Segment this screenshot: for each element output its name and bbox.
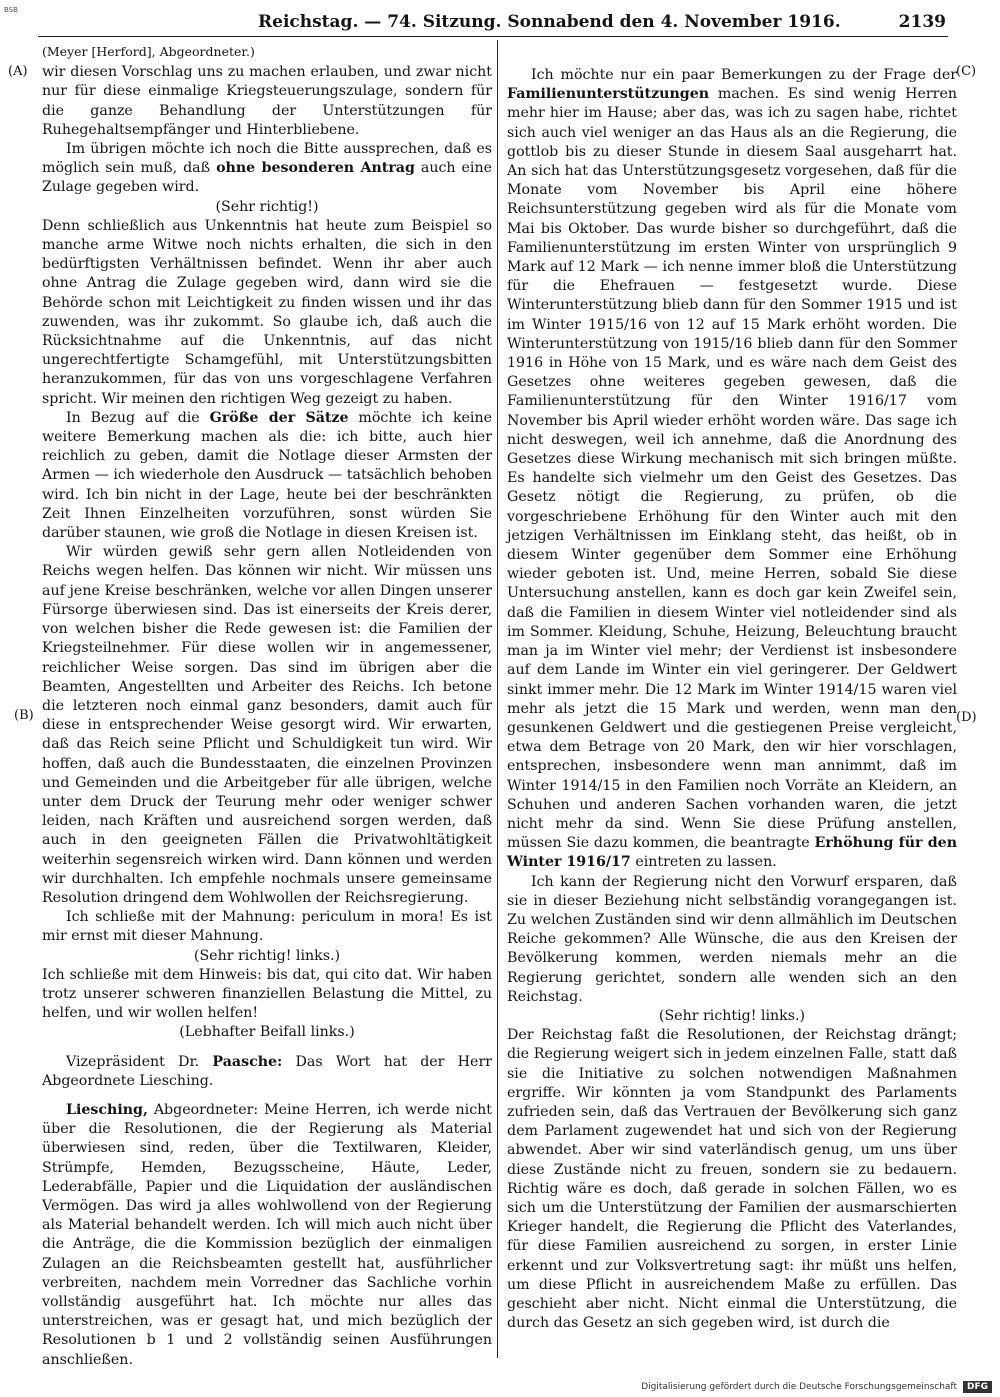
paragraph: Wir würden gewiß sehr gern allen Notleidenden von Reichs wegen helfen. Das können wir nicht. Wir müssen uns auf jene Kreise beschränken, welche vor allen Dingen unserer Fürsorge überwiesen sind. Das ist einerseits der Kreis derer, von welchen bisher die Rede gewesen ist: die Familien der Kriegsteilnehmer. Für diese wollen wir in angemessener, reichlicher Weise sorgen. Das sind im übrigen aber die Beamten, Angestellten und Arbeiter des Reichs. Ich betone die letzteren noch einmal ganz besonders, damit auch für diese in entsprechender Weise gesorgt wird. Wir erwarten, daß das Reich seine Pflicht und Schuldigkeit tun wird. Wir hoffen, daß auch die Bundesstaaten, die einzelnen Provinzen und Gemeinden und die Arbeitgeber für alle übrigen, welche unter dem Druck der Teurung mehr oder weniger schwer leiden, nach Kräften und ausreichend sorgen werden, daß auch in den geeigneten Fällen die Privatwohltätigkeit weiterhin segensreich wirken wird. Dann können und werden wir durchhalten. Ich empfehle nochmals unsere gemeinsame Resolution dringend dem Wohlwollen der Reichsregierung. xyxy=(42,544,492,906)
page-number: 2139 xyxy=(898,12,946,32)
paragraph: Ich schließe mit dem Hinweis: bis dat, qui cito dat. Wir haben trotz unserer schweren finanziellen Belastung die Mittel, zu helfen, und wir wollen helfen! xyxy=(42,966,493,1022)
paragraph: In Bezug auf die Größe der Sätze möchte ich keine weitere Bemerkung machen als die: ich bitte, auch hier reichlich zu geben, damit die Notlage dieser Armsten der Armen — ich wiederhole den Ausdruck — tatsächlich behoben wird. Ich bin nicht in der Lage, heute bei der beschränkten Zeit Ihnen Einzelheiten vorzuführen, sonst würden Sie darüber staunen, wie groß die Notlage in diesen Kreisen ist. xyxy=(42,409,493,542)
left-column xyxy=(42,42,492,1370)
column-rule xyxy=(497,40,498,1358)
paragraph: Denn schließlich aus Unkenntnis hat heute zum Beispiel so manche arme Witwe noch nichts erhalten, die sich in den bedürftigsten Verhältnissen befindet. Wenn ihr aber auch ohne Antrag die Zulage gegeben wird, dann wird sie die Behörde schon mit Leichtigkeit zu finden wissen und ihr das zuwenden, was ihr zukommt. So glaube ich, daß auch die Rücksichtnahme auf die Unkenntnis, auf das nicht ungerechtfertigte Schamgefühl, mit Unterstützungsbitten heranzukommen, für das von uns vorgeschlagene Verfahren spricht. Wir meinen den richtigen Weg gezeigt zu haben. xyxy=(42,217,492,407)
margin-mark-b: (B) xyxy=(14,708,34,723)
interjection: (Sehr richtig!) xyxy=(215,198,319,215)
paragraph: Der Reichstag faßt die Resolutionen, der Reichstag drängt; die Regierung weigert sich in jedem einzelnen Falle, statt daß sie die Initiative zu solchen notwendigen Maßnahmen ergriffe. Wir könnten ja vom Standpunkt des Parlaments zufrieden sein, daß das Vertrauen der Bevölkerung sich ganz dem Parlament zugewendet hat und sich von der Regierung abwendet. Aber wir sind vaterländisch genug, um uns über diese Zustände nicht zu freuen, sondern sie zu bedauern. Richtig wäre es doch, daß gerade in solchen Fällen, wo es sich um die Unterstützung der Familien der ausmarschierten Krieger handelt, die Regierung die Pflicht des Vaterlandes, für diese Familien ausreichend zu sorgen, in erster Linie erkennt und zur Volksvertretung sagt: ihr müßt uns helfen, um diese Pflicht in ausreichendem Maße zu erfüllen. Das geschieht aber nicht. Nicht einmal die Unterstützung, die durch das Gesetz an sich gegeben wird, ist durch die xyxy=(507,1027,957,1332)
latin-quote: bis dat, qui cito dat. xyxy=(266,966,413,983)
speaker-tag: (Meyer [Herford], Abgeordneter.) xyxy=(42,44,255,59)
margin-mark-d: (D) xyxy=(956,710,977,725)
page-header xyxy=(38,8,948,37)
dfg-logo: DFG xyxy=(963,1381,992,1393)
speaker-name: Paasche: xyxy=(212,1053,283,1070)
emphasis: Familienunterstützungen xyxy=(507,86,710,103)
margin-mark-a: (A) xyxy=(8,64,28,79)
emphasis: Erhöhung für den Winter 1916/17 xyxy=(507,835,958,871)
running-title: Reichstag. — 74. Sitzung. Sonnabend den 4. November 1916. xyxy=(258,12,841,32)
emphasis: Größe der Sätze xyxy=(209,409,349,426)
footer xyxy=(641,1381,992,1393)
interjection: (Sehr richtig! links.) xyxy=(658,1007,806,1024)
footer-credit: Digitalisierung gefördert durch die Deutsche Forschungsgemeinschaft xyxy=(641,1382,957,1392)
library-mark: BSB xyxy=(4,6,18,14)
paragraph: Ich kann der Regierung nicht den Vorwurf ersparen, daß sie in dieser Beziehung nicht selbständig vorangegangen ist. Zu welchen Zuständen sind wir denn allmählich im Deutschen Reiche gekommen? Alle Wünsche, die aus den Kreisen der Bevölkerung kommen, werden niemals mehr an die Regierung gerichtet, sondern alle wenden sich an den Reichstag. xyxy=(507,873,957,1005)
interjection: (Lebhafter Beifall links.) xyxy=(179,1024,355,1041)
paragraph: Ich möchte nur ein paar Bemerkungen zu der Frage der Familienunterstützungen machen. Es sind wenig Herren mehr hier im Hause; aber das, was ich zu sagen habe, richtet sich auch viel weniger an das Haus als an die Regierung, die gottlob bis zu dieser Stunde in diesem Saal ausgeharrt hat. An sich hat das Unterstützungsgesetz vorgesehen, daß für die Monate vom November bis April eine höhere Reichsunterstützung gegeben wird als für die Monate vom Mai bis Oktober. Das wurde bisher so durchgeführt, daß die Familienunterstützung im ersten Winter von ursprünglich 9 Mark auf 12 Mark — ich nenne immer bloß die Unterstützung für die Ehefrauen — festgesetzt wurde. Diese Winterunterstützung blieb dann für den Sommer 1915 und ist im Winter 1915/16 von 12 auf 15 Mark erhöht worden. Die Winterunterstützung von 1915/16 blieb dann für den Sommer 1916 in Höhe von 15 Mark, und es wäre nach dem Geist des Gesetzes ohne weiteres gegeben gewesen, daß die Familienunterstützung für den Winter 1916/17 vom November bis April wieder erhöht worden wäre. Das sage ich nicht deswegen, weil ich annehme, daß die Anordnung des Gesetzes diese Wirkung mechanisch mit sich bringen müßte. Es handelte sich vielmehr um den Geist des Gesetzes. Das Gesetz nötigt die Regierung, zu prüfen, ob die vorgeschriebene Erhöhung für den Winter auch mit den jetzigen Verhältnissen im Einklang steht, das heißt, ob in diesem Winter gegenüber dem Sommer eine Erhöhung wieder geboten ist. Und, meine Herren, sobald Sie diese Untersuchung anstellen, kann es doch gar kein Zweifel sein, daß die Familien in diesem Winter viel notleidender sind als im Sommer. Kleidung, Schuhe, Heizung, Beleuchtung braucht man ja im Winter viel mehr; der Verdienst ist insbesondere auf dem Lande im Winter ein viel geringerer. Der Geldwert sinkt immer mehr. Die 12 Mark im Winter 1914/15 waren viel mehr als jetzt die 15 Mark und werden, wenn man den gesunkenen Geldwert und die gestiegenen Preise vergleicht, etwa dem Betrage von 20 Mark, den wir hier vorschlagen, entsprechen, insbesondere wenn man annimmt, daß im Winter 1914/15 in den Familien noch Vorräte an Kleidern, an Schuhen und anderen Sachen vorhanden waren, die jetzt nicht mehr da sind. Wenn Sie diese Prüfung anstellen, müssen Sie dazu kommen, die beantragte Erhöhung für den Winter 1916/17 eintreten zu lassen. xyxy=(507,67,958,871)
paragraph: Liesching, Abgeordneter: Meine Herren, ich werde nicht über die Resolutionen, die der Regierung als Material überwiesen sind, reden, über die Textilwaren, Kleider, Strümpfe, Hemden, Bezugsscheine, Häute, Leder, Lederabfälle, Papier und die Liquidation der ausländischen Vermögen. Das wird ja alles wohlwollend von der Regierung als Material behandelt werden. Ich will mich auch nicht über die Anträge, die die Kommission bezüglich der einmaligen Zulagen an die Reichsbeamten gestellt hat, ausführlicher verbreiten, nachdem mein Vorredner das Sachliche vorhin vollständig ausgeführt hat. Ich möchte nur alles das unterstreichen, was er gesagt hat, und mich bezüglich der Resolutionen b 1 und 2 vollständig seinen Ausführungen anschließen. xyxy=(42,1101,492,1368)
latin-quote: periculum in mora! xyxy=(301,909,445,926)
paragraph: Vizepräsident Dr. Paasche: Das Wort hat der Herr Abgeordnete Liesching. xyxy=(42,1053,493,1089)
emphasis: ohne besonderen Antrag xyxy=(216,160,415,177)
paragraph: Im übrigen möchte ich noch die Bitte aussprechen, daß es möglich sein muß, daß ohne besonderen Antrag auch eine Zulage gegeben wird. xyxy=(42,141,493,196)
interjection: (Sehr richtig! links.) xyxy=(193,947,341,964)
speaker-name: Liesching, xyxy=(66,1101,148,1118)
margin-mark-c: (C) xyxy=(956,64,977,79)
paragraph: Ich schließe mit der Mahnung: periculum in mora! Es ist mir ernst mit dieser Mahnung. xyxy=(42,909,492,945)
paragraph: wir diesen Vorschlag uns zu machen erlauben, und zwar nicht nur für diese einmalige Kriegsteuerungszulage, sondern für die ganze Behandlung der Unterstützungen für Ruhegehaltsempfänger und Hinterbliebene. xyxy=(42,64,492,138)
right-column xyxy=(507,66,957,1333)
